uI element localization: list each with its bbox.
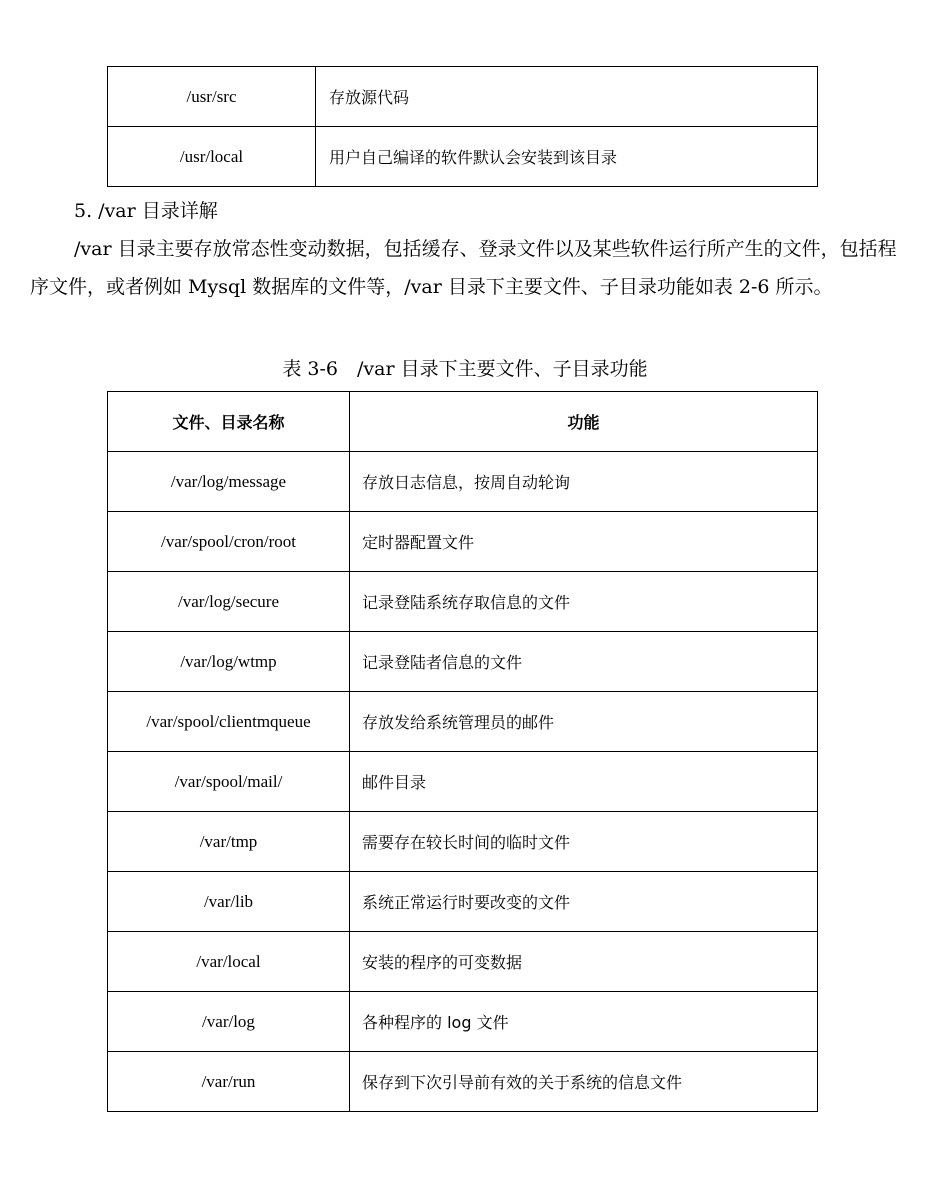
var-directory-table <box>107 391 818 1112</box>
table-row <box>108 992 818 1052</box>
path-cell: /var/local <box>108 932 350 992</box>
description-cell: 系统正常运行时要改变的文件 <box>350 872 818 932</box>
description-cell: 各种程序的 log 文件 <box>350 992 818 1052</box>
section-body: /var 目录主要存放常态性变动数据，包括缓存、登录文件以及某些软件运行所产生的文件，包括程序文件，或者例如 Mysql 数据库的文件等，/var 目录下主要文件、子目录功能如表 2-6 所示。 <box>30 238 897 298</box>
description-cell: 保存到下次引导前有效的关于系统的信息文件 <box>350 1052 818 1112</box>
table-row <box>108 752 818 812</box>
table-row <box>108 452 818 512</box>
header-name: 文件、目录名称 <box>108 392 350 452</box>
usr-directory-table <box>107 66 818 187</box>
description-cell: 用户自己编译的软件默认会安装到该目录 <box>316 127 818 187</box>
table-row <box>108 512 818 572</box>
table-row <box>108 692 818 752</box>
description-cell: 存放日志信息，按周自动轮询 <box>350 452 818 512</box>
table-row <box>108 572 818 632</box>
path-cell: /var/tmp <box>108 812 350 872</box>
path-cell: /var/spool/clientmqueue <box>108 692 350 752</box>
description-cell: 需要存在较长时间的临时文件 <box>350 812 818 872</box>
table-row <box>108 127 818 187</box>
description-cell: 定时器配置文件 <box>350 512 818 572</box>
path-cell: /usr/src <box>108 67 316 127</box>
var-table-body <box>108 452 818 1112</box>
path-cell: /var/run <box>108 1052 350 1112</box>
description-cell: 邮件目录 <box>350 752 818 812</box>
var-table-head <box>108 392 818 452</box>
usr-table-body <box>108 67 818 187</box>
table-header-row <box>108 392 818 452</box>
table-caption: 表 3-6 /var 目录下主要文件、子目录功能 <box>282 358 648 380</box>
section-heading: 5. /var 目录详解 <box>74 200 218 222</box>
path-cell: /var/spool/cron/root <box>108 512 350 572</box>
description-cell: 记录登陆系统存取信息的文件 <box>350 572 818 632</box>
path-cell: /usr/local <box>108 127 316 187</box>
path-cell: /var/log/message <box>108 452 350 512</box>
header-function: 功能 <box>350 392 818 452</box>
table-row <box>108 1052 818 1112</box>
path-cell: /var/spool/mail/ <box>108 752 350 812</box>
path-cell: /var/log/secure <box>108 572 350 632</box>
description-cell: 存放发给系统管理员的邮件 <box>350 692 818 752</box>
description-cell: 记录登陆者信息的文件 <box>350 632 818 692</box>
path-cell: /var/lib <box>108 872 350 932</box>
description-cell: 存放源代码 <box>316 67 818 127</box>
table-row <box>108 632 818 692</box>
table-row <box>108 932 818 992</box>
description-cell: 安装的程序的可变数据 <box>350 932 818 992</box>
table-row <box>108 872 818 932</box>
path-cell: /var/log/wtmp <box>108 632 350 692</box>
table-row <box>108 67 818 127</box>
table-row <box>108 812 818 872</box>
path-cell: /var/log <box>108 992 350 1052</box>
